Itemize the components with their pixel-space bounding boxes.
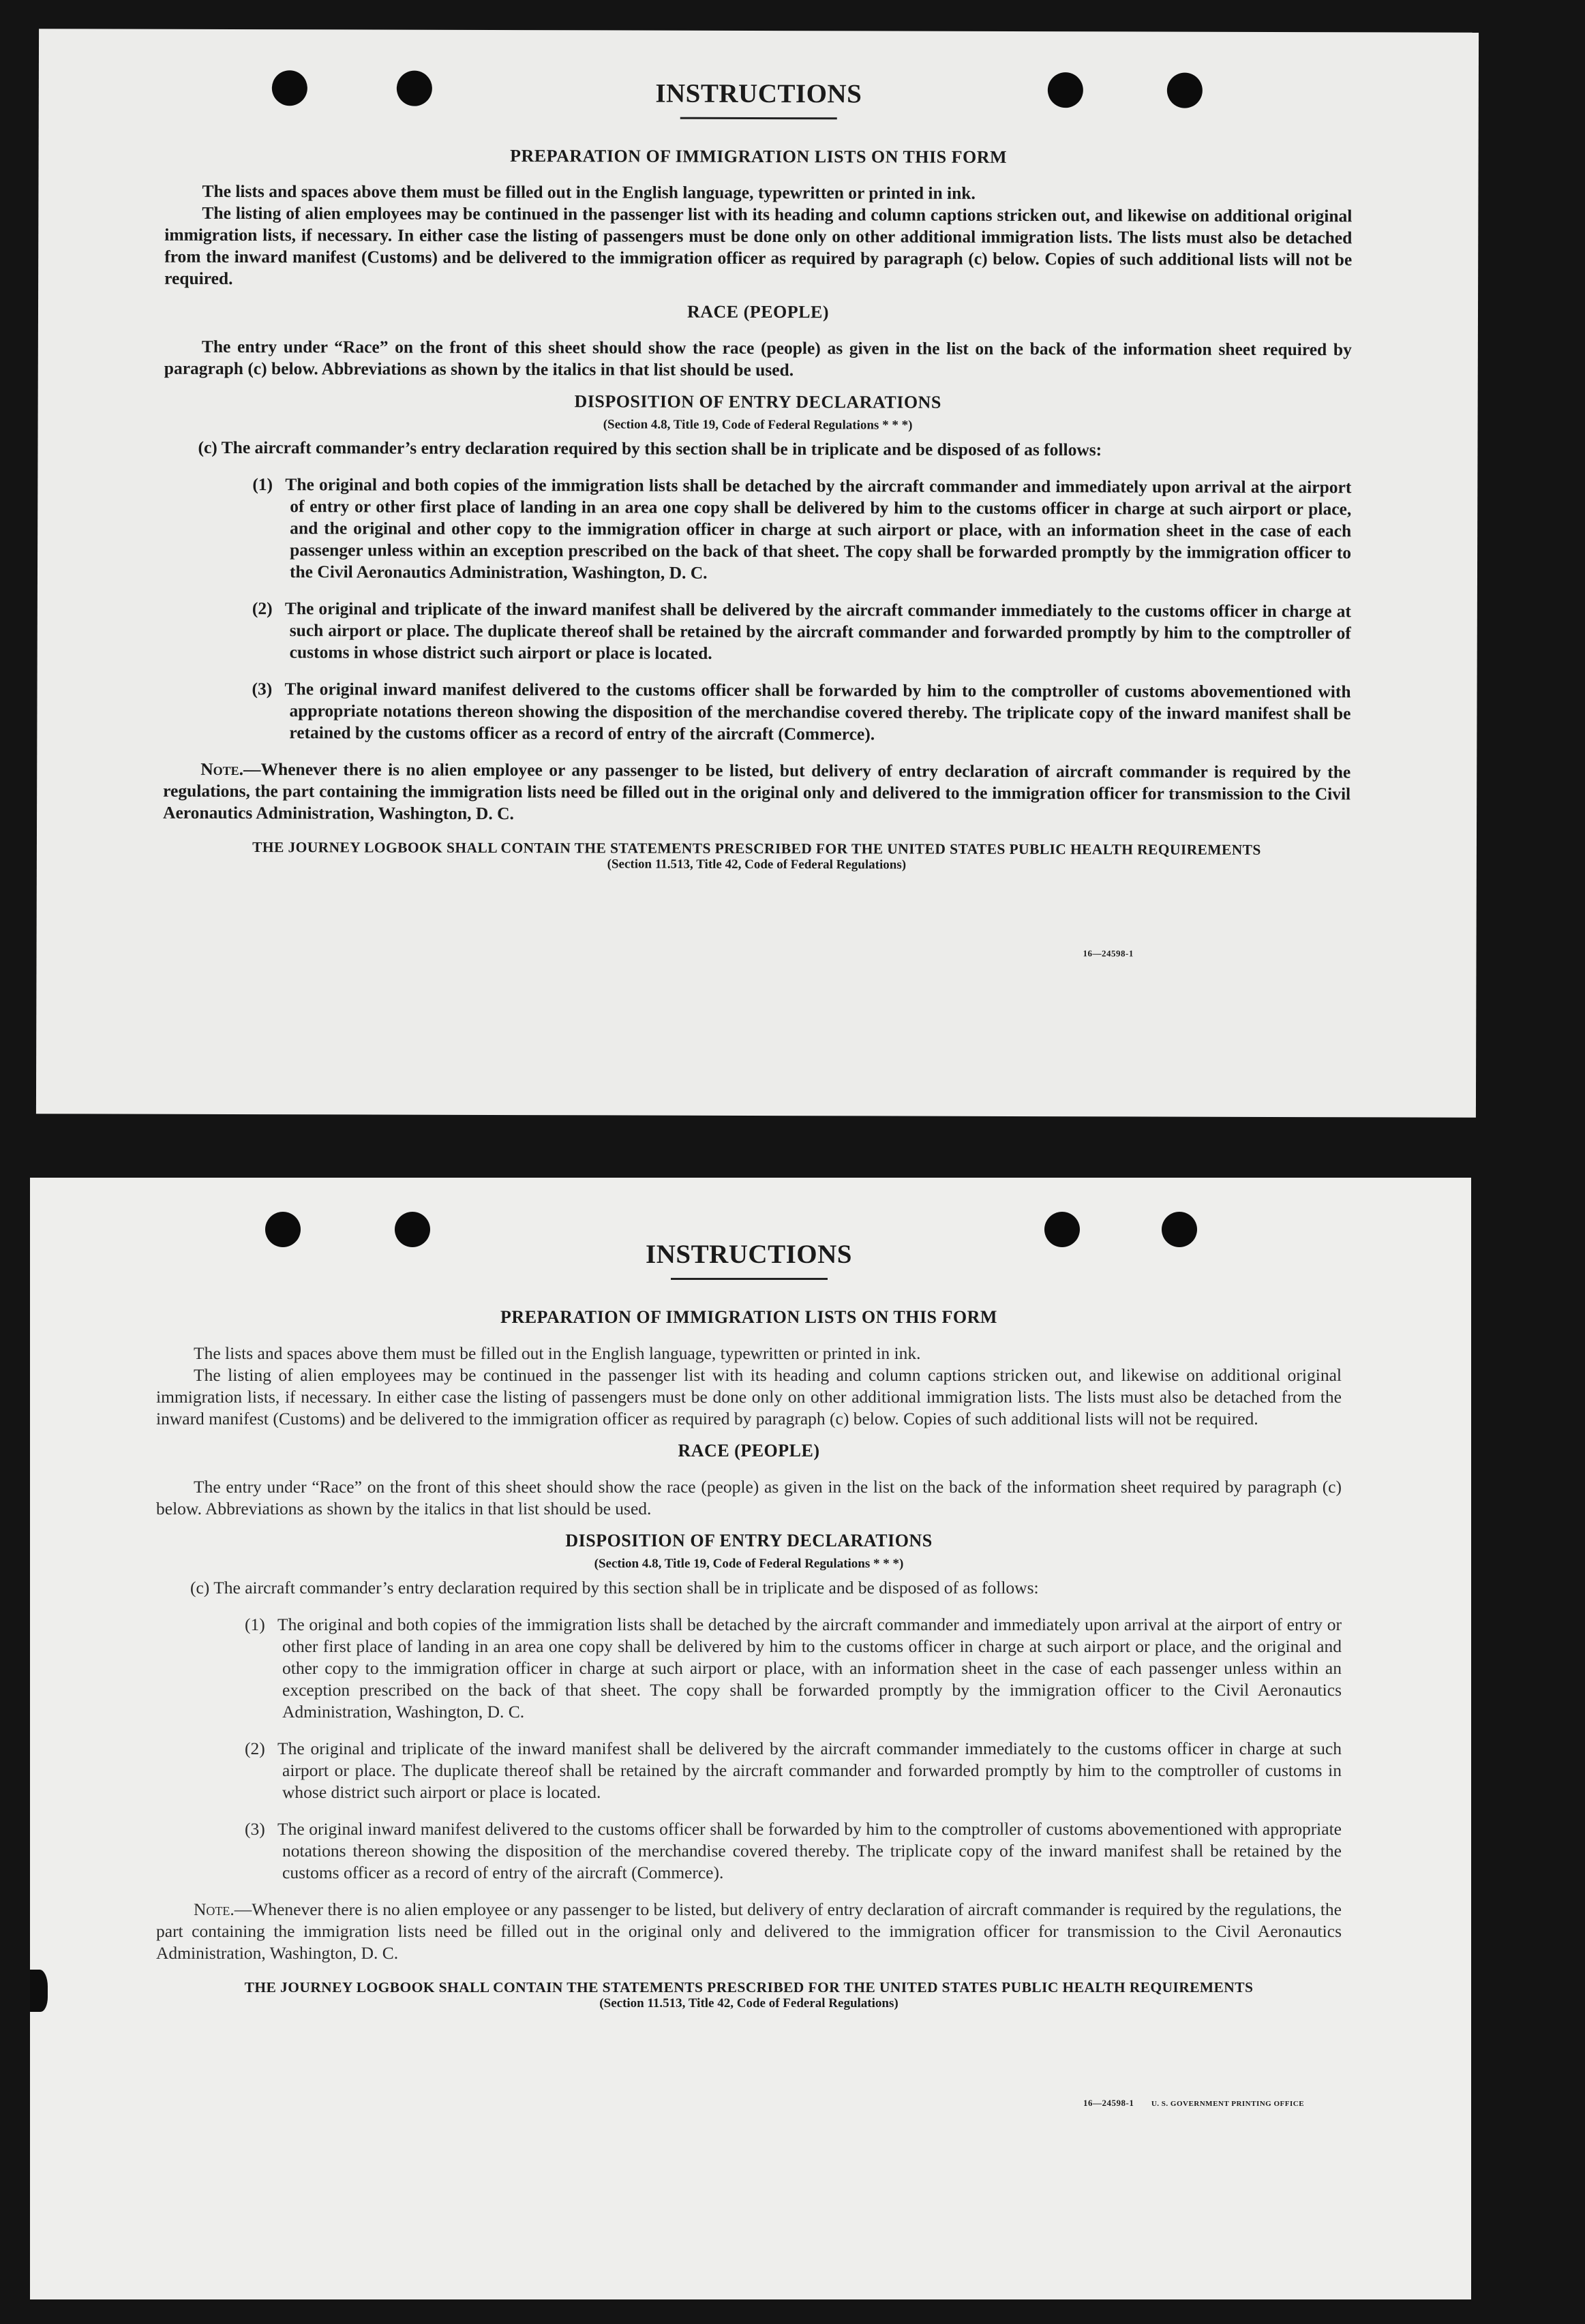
printer-imprint: U. S. GOVERNMENT PRINTING OFFICE bbox=[1151, 2100, 1305, 2108]
note-text: —Whenever there is no alien employee or any passenger to be listed, but delivery of entry declaration of aircraft commander is required by the regulations, the part containing the immigration lists need be filled out in the original only and delivered to the immigration officer for transmission to the Civil Aeronautics Administration, Washington, D. C. bbox=[163, 759, 1351, 824]
note-label: Note. bbox=[194, 1899, 235, 1919]
disposition-citation: (Section 4.8, Title 19, Code of Federal Regulations * * *) bbox=[594, 1557, 904, 1571]
race-paragraph: The entry under “Race” on the front of this sheet should show the race (people) as given in the list on the back of the information sheet required by paragraph (c) below. Abbreviations as shown by the italics in that list should be used. bbox=[156, 1477, 1342, 1518]
instruction-sheet-top bbox=[36, 29, 1479, 1118]
preparation-heading: PREPARATION OF IMMIGRATION LISTS ON THIS FORM bbox=[510, 146, 1008, 167]
item-text: The original inward manifest delivered to the customs officer shall be forwarded by him to the comptroller of customs abovementioned with appropriate notations thereon showing the disposition of the merchandise covered thereby. The triplicate copy of the inward manifest shall be retained by the customs officer as a record of entry of the aircraft (Commerce). bbox=[277, 1819, 1342, 1882]
note-label: Note. bbox=[200, 759, 244, 780]
form-number: 16—24598-1 bbox=[1083, 948, 1134, 959]
instructions-content bbox=[156, 1239, 1342, 2011]
page-title: INSTRUCTIONS bbox=[646, 1240, 852, 1269]
disposition-item bbox=[164, 474, 1351, 586]
item-number: (1) bbox=[245, 1615, 265, 1634]
disposition-item bbox=[164, 598, 1351, 667]
disposition-heading: DISPOSITION OF ENTRY DECLARATIONS bbox=[574, 391, 941, 412]
preparation-paragraph: The listing of alien employees may be continued in the passenger list with its heading and column captions stricken out, and likewise on additional original immigration lists, if necessary. In either case the listing of passengers must be done only on other additional immigration lists. The lists must also be detached from the inward manifest (Customs) and be delivered to the immigration officer as required by paragraph (c) below. Copies of such additional lists will not be required. bbox=[164, 202, 1353, 288]
item-number: (3) bbox=[245, 1819, 265, 1839]
item-text: The original and triplicate of the inward manifest shall be delivered by the aircraft commander immediately to the customs officer in charge at such airport or place. The duplicate thereof shall be retained by the aircraft commander and forwarded promptly by him to the comptroller of customs in whose district such airport or place is located. bbox=[284, 598, 1351, 663]
preparation-heading: PREPARATION OF IMMIGRATION LISTS ON THIS FORM bbox=[500, 1307, 997, 1327]
preparation-paragraph: The lists and spaces above them must be filled out in the English language, typewritten or printed in ink. bbox=[194, 1343, 921, 1363]
form-number bbox=[1083, 2098, 1304, 2109]
disposition-item bbox=[156, 1614, 1342, 1723]
disposition-item bbox=[156, 1738, 1342, 1803]
race-heading: RACE (PEOPLE) bbox=[678, 1441, 820, 1461]
item-text: The original and triplicate of the inward manifest shall be delivered by the aircraft commander immediately to the customs officer in charge at such airport or place. The duplicate thereof shall be retained by the aircraft commander and forwarded promptly by him to the comptroller of customs in whose district such airport or place is located. bbox=[277, 1739, 1342, 1802]
page-edge-tear bbox=[30, 1970, 48, 2012]
preparation-paragraph: The lists and spaces above them must be filled out in the English language, typewritten or printed in ink. bbox=[202, 181, 976, 203]
race-paragraph: The entry under “Race” on the front of this sheet should show the race (people) as given in the list on the back of the information sheet required by paragraph (c) below. Abbreviations as shown by the italics in that list should be used. bbox=[164, 336, 1352, 380]
disposition-citation: (Section 4.8, Title 19, Code of Federal Regulations * * *) bbox=[603, 417, 913, 433]
note-text: —Whenever there is no alien employee or any passenger to be listed, but delivery of entry declaration of aircraft commander is required by the regulations, the part containing the immigration lists need be filled out in the original only and delivered to the immigration officer for transmission to the Civil Aeronautics Administration, Washington, D. C. bbox=[156, 1899, 1342, 1963]
form-number-text: 16—24598-1 bbox=[1083, 2098, 1134, 2108]
race-heading: RACE (PEOPLE) bbox=[686, 301, 830, 322]
note-paragraph bbox=[163, 759, 1350, 827]
disposition-heading: DISPOSITION OF ENTRY DECLARATIONS bbox=[565, 1531, 933, 1550]
item-number: (2) bbox=[245, 1739, 265, 1758]
item-text: The original and both copies of the immigration lists shall be detached by the aircraft commander and immediately upon arrival at the airport of entry or other first place of landing in an area one copy shall be delivered by him to the customs officer in charge at such airport or place, and the original and other copy to the immigration officer in charge at such airport or place, with an information sheet in the case of each passenger unless within an exception prescribed on the back of that sheet. The copy shall be forwarded promptly by the immigration officer to the Civil Aeronautics Administration, Washington, D. C. bbox=[277, 1615, 1342, 1722]
disposition-intro: (c) The aircraft commander’s entry declaration required by this section shall be in triplicate and be disposed of as follows: bbox=[190, 1578, 1039, 1597]
instruction-sheet-bottom bbox=[30, 1178, 1471, 2299]
item-text: The original inward manifest delivered to the customs officer shall be forwarded by him to the comptroller of customs abovementioned with appropriate notations thereon showing the disposition of the merchandise covered thereby. The triplicate copy of the inward manifest shall be retained by the customs officer as a record of entry of the aircraft (Commerce). bbox=[284, 679, 1351, 744]
health-requirements-citation: (Section 11.513, Title 42, Code of Federal Regulations) bbox=[599, 1996, 899, 2010]
instructions-content bbox=[163, 77, 1353, 874]
health-requirements-statement: THE JOURNEY LOGBOOK SHALL CONTAIN THE STATEMENTS PRESCRIBED FOR THE UNITED STATES PUBLIC HEALTH REQUIREMENTS bbox=[244, 1979, 1254, 1996]
health-requirements-citation: (Section 11.513, Title 42, Code of Federal Regulations) bbox=[607, 857, 907, 872]
item-number: (1) bbox=[252, 474, 273, 495]
disposition-intro: (c) The aircraft commander’s entry declaration required by this section shall be in triplicate and be disposed of as follows: bbox=[198, 437, 1102, 460]
page-title: INSTRUCTIONS bbox=[655, 78, 862, 109]
note-paragraph bbox=[156, 1899, 1342, 1964]
item-text: The original and both copies of the immigration lists shall be detached by the aircraft commander and immediately upon arrival at the airport of entry or other first place of landing in an area one copy shall be delivered by him to the customs officer in charge at such airport or place, and the original and other copy to the immigration officer in charge at such airport or place, with an information sheet in the case of each passenger unless within an exception prescribed on the back of that sheet. The copy shall be forwarded promptly by the immigration officer to the Civil Aeronautics Administration, Washington, D. C. bbox=[285, 474, 1352, 583]
health-requirements-statement: THE JOURNEY LOGBOOK SHALL CONTAIN THE STATEMENTS PRESCRIBED FOR THE UNITED STATES PUBLIC HEALTH REQUIREMENTS bbox=[252, 839, 1261, 858]
disposition-item bbox=[163, 678, 1350, 747]
item-number: (3) bbox=[252, 679, 273, 699]
item-number: (2) bbox=[252, 598, 273, 619]
disposition-item bbox=[156, 1818, 1342, 1884]
preparation-paragraph: The listing of alien employees may be continued in the passenger list with its heading and column captions stricken out, and likewise on additional original immigration lists, if necessary. In either case the listing of passengers must be done only on other additional immigration lists. The lists must also be detached from the inward manifest (Customs) and be delivered to the immigration officer as required by paragraph (c) below. Copies of such additional lists will not be required. bbox=[156, 1365, 1342, 1428]
